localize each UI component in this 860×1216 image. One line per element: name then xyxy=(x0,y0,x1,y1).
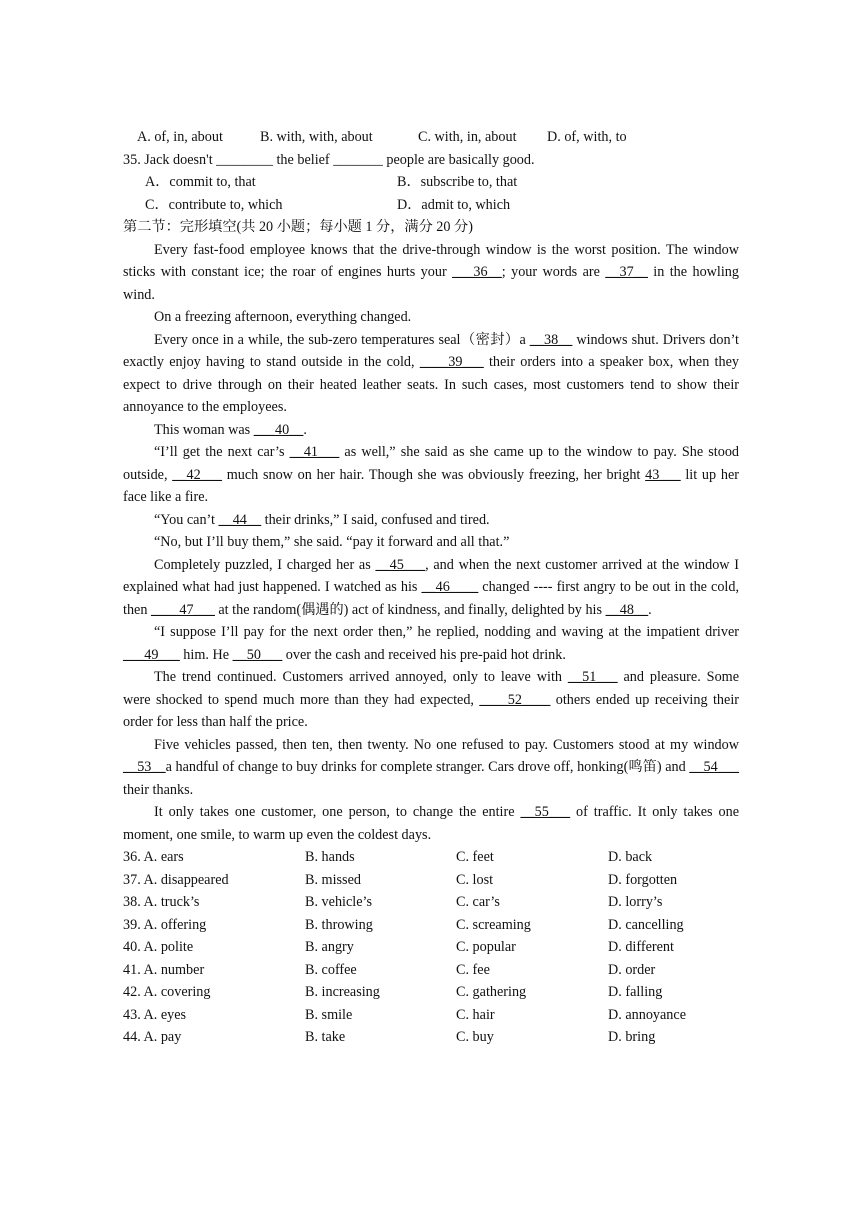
answer-option: B. vehicle’s xyxy=(305,894,372,910)
answer-option: C. lost xyxy=(456,871,494,888)
paragraph-7: “No, but I’ll buy them,” she said. “pay it forward and all that.” xyxy=(154,534,510,550)
answer-option: C. gathering xyxy=(456,984,527,1000)
answer-option: C. screaming xyxy=(456,916,531,933)
q34-option-d: D. of, with, to xyxy=(547,129,627,145)
text: him. He xyxy=(179,646,233,663)
text: “You can’t xyxy=(154,511,219,528)
text: Completely puzzled, I charged her as xyxy=(154,556,376,573)
answer-option: D. forgotten xyxy=(608,871,678,888)
text: This woman was xyxy=(154,421,254,438)
q35-option-b: B．subscribe to, that xyxy=(397,174,518,190)
q34-option-a: A. of, in, about xyxy=(137,129,223,145)
blank-39: ____39___ xyxy=(419,354,484,370)
answer-row xyxy=(123,1004,739,1027)
answer-row xyxy=(123,914,739,937)
blank-44: __44__ xyxy=(218,511,262,528)
text: “I’ll get the next car’s xyxy=(154,444,290,460)
blank-40: ___40__ xyxy=(253,421,304,438)
answer-row xyxy=(123,936,739,959)
q34-option-c: C. with, in, about xyxy=(418,129,517,145)
answer-row xyxy=(123,846,739,869)
text: their thanks. xyxy=(123,781,194,798)
blank-53: __53__ xyxy=(123,759,166,775)
answer-option: 36. A. ears xyxy=(123,849,184,865)
blank-36: ___36__ xyxy=(452,264,502,280)
answer-option: B. increasing xyxy=(305,984,380,1000)
text: “I suppose I’ll pay for the next order then,” he replied, nodding and waving at the impatient driver xyxy=(154,624,739,640)
paragraph-3 xyxy=(123,329,739,419)
answer-option: 38. A. truck’s xyxy=(123,894,200,910)
text: a handful of change to buy drinks for complete stranger. Cars drove off, honking(鸣笛) and xyxy=(165,759,690,775)
text: in the howling wind. xyxy=(123,264,739,303)
answer-option: B. angry xyxy=(305,939,354,955)
answer-option: D. bring xyxy=(608,1029,656,1045)
blank-52: ____52____ xyxy=(479,691,551,708)
text: , and when the next customer arrived at the window I explained what had just happened. I watched as his xyxy=(123,556,739,595)
text: windows shut. Drivers don’t exactly enjoy having to stand outside in the cold, xyxy=(123,331,739,370)
answer-option: D. back xyxy=(608,849,653,865)
q35-option-d: D．admit to, which xyxy=(397,196,511,213)
answer-option: 41. A. number xyxy=(123,961,205,978)
answer-option: C. fee xyxy=(456,961,490,978)
text: at the random(偶遇的) act of kindness, and finally, delighted by his xyxy=(214,601,606,618)
answer-option: C. hair xyxy=(456,1006,495,1023)
answer-option: 42. A. covering xyxy=(123,984,211,1000)
answer-row xyxy=(123,1026,739,1049)
answer-option: 43. A. eyes xyxy=(123,1006,187,1023)
blank-43: 43___ xyxy=(645,466,681,483)
q35-stem: 35. Jack doesn't ________ the belief _______ people are basically good. xyxy=(123,151,535,168)
text: their drinks,” I said, confused and tired. xyxy=(261,511,490,528)
blank-42: __42___ xyxy=(172,466,222,483)
answer-option: 40. A. polite xyxy=(123,939,194,955)
answer-option: C. car’s xyxy=(456,894,500,910)
blank-46: __46____ xyxy=(421,579,479,595)
answer-option: C. popular xyxy=(456,939,516,955)
blank-37: __37__ xyxy=(605,264,648,280)
answer-option: B. hands xyxy=(305,849,355,865)
text: of traffic. It only takes one moment, one smile, to warm up even the coldest days. xyxy=(123,804,739,843)
text: and pleasure. Some were shocked to spend much more than they had expected, xyxy=(123,669,739,708)
answer-option: C. buy xyxy=(456,1029,494,1045)
answer-option: B. missed xyxy=(305,871,361,888)
text: changed ---- first angry to be out in the cold, then xyxy=(123,579,740,618)
paragraph-6 xyxy=(123,509,739,532)
answer-option: B. throwing xyxy=(305,916,373,933)
text: as well,” she said as she came up to the window to pay. She stood outside, xyxy=(123,444,740,483)
text: much snow on her hair. Though she was obviously freezing, her bright xyxy=(221,466,646,483)
blank-54: __54___ xyxy=(689,759,739,775)
text: their orders into a speaker box, when they expect to drive through on their heated leather seats. In such cases, most customers tend to show their annoyance to the employees. xyxy=(123,354,739,415)
blank-45: __45___ xyxy=(375,556,426,573)
answer-option: B. coffee xyxy=(305,961,357,978)
answer-option: B. take xyxy=(305,1029,346,1045)
text: others ended up receiving their order for less than half the price. xyxy=(123,691,739,730)
answer-row xyxy=(123,981,739,1004)
answer-option: D. annoyance xyxy=(608,1006,686,1023)
answer-option: D. order xyxy=(608,961,656,978)
paragraph-8 xyxy=(123,554,739,622)
blank-38: __38__ xyxy=(529,331,573,348)
answer-row xyxy=(123,959,739,982)
text: . xyxy=(303,421,307,438)
paragraph-10 xyxy=(123,666,739,734)
answer-option: 37. A. disappeared xyxy=(123,871,229,888)
q34-options xyxy=(123,126,739,149)
q35-option-a: A．commit to, that xyxy=(145,174,256,190)
blank-55: __55___ xyxy=(520,804,571,820)
answer-option: D. different xyxy=(608,939,674,955)
blank-48: __48__ xyxy=(605,601,649,618)
paragraph-1 xyxy=(123,239,739,307)
answer-option: 44. A. pay xyxy=(123,1029,182,1045)
q35-options-row2 xyxy=(123,194,739,217)
q34-option-b: B. with, with, about xyxy=(260,129,373,145)
paragraph-11 xyxy=(123,734,739,802)
q35-option-c: C．contribute to, which xyxy=(145,196,283,213)
paragraph-5 xyxy=(123,441,739,509)
text: It only takes one customer, one person, to change the entire xyxy=(154,804,521,820)
blank-50: __50___ xyxy=(232,646,283,663)
text: Every fast-food employee knows that the drive-through window is the worst position. The window sticks with constant ice; the roar of engines hurts your xyxy=(123,241,739,280)
answer-row xyxy=(123,891,739,914)
text: ; your words are xyxy=(501,264,606,280)
paragraph-2: On a freezing afternoon, everything changed. xyxy=(154,309,412,325)
blank-49: ___49___ xyxy=(123,646,180,663)
answer-option: C. feet xyxy=(456,849,494,865)
answer-option: B. smile xyxy=(305,1006,353,1023)
text: . xyxy=(648,601,652,618)
answer-option: D. lorry’s xyxy=(608,894,663,910)
answer-options xyxy=(123,846,739,1049)
q35-options-row1 xyxy=(123,171,739,194)
text: Every once in a while, the sub-zero temperatures seal（密封）a xyxy=(154,331,530,348)
blank-41: __41___ xyxy=(289,444,340,460)
paragraph-12 xyxy=(123,801,739,846)
text: lit up her face like a fire. xyxy=(123,466,739,505)
answer-option: D. falling xyxy=(608,984,663,1000)
paragraph-9 xyxy=(123,621,739,666)
text: The trend continued. Customers arrived annoyed, only to leave with xyxy=(154,669,568,685)
section-heading: 第二节：完形填空(共 20 小题；每小题 1 分，满分 20 分) xyxy=(123,219,473,235)
paragraph-4 xyxy=(123,419,739,442)
answer-option: D. cancelling xyxy=(608,916,684,933)
blank-47: ____47___ xyxy=(150,601,215,618)
blank-51: __51___ xyxy=(567,669,618,685)
text: Five vehicles passed, then ten, then twenty. No one refused to pay. Customers stood at my window xyxy=(154,736,739,753)
answer-option: 39. A. offering xyxy=(123,916,207,933)
text: over the cash and received his pre-paid hot drink. xyxy=(282,646,566,663)
answer-row xyxy=(123,869,739,892)
exam-page xyxy=(123,126,739,1049)
